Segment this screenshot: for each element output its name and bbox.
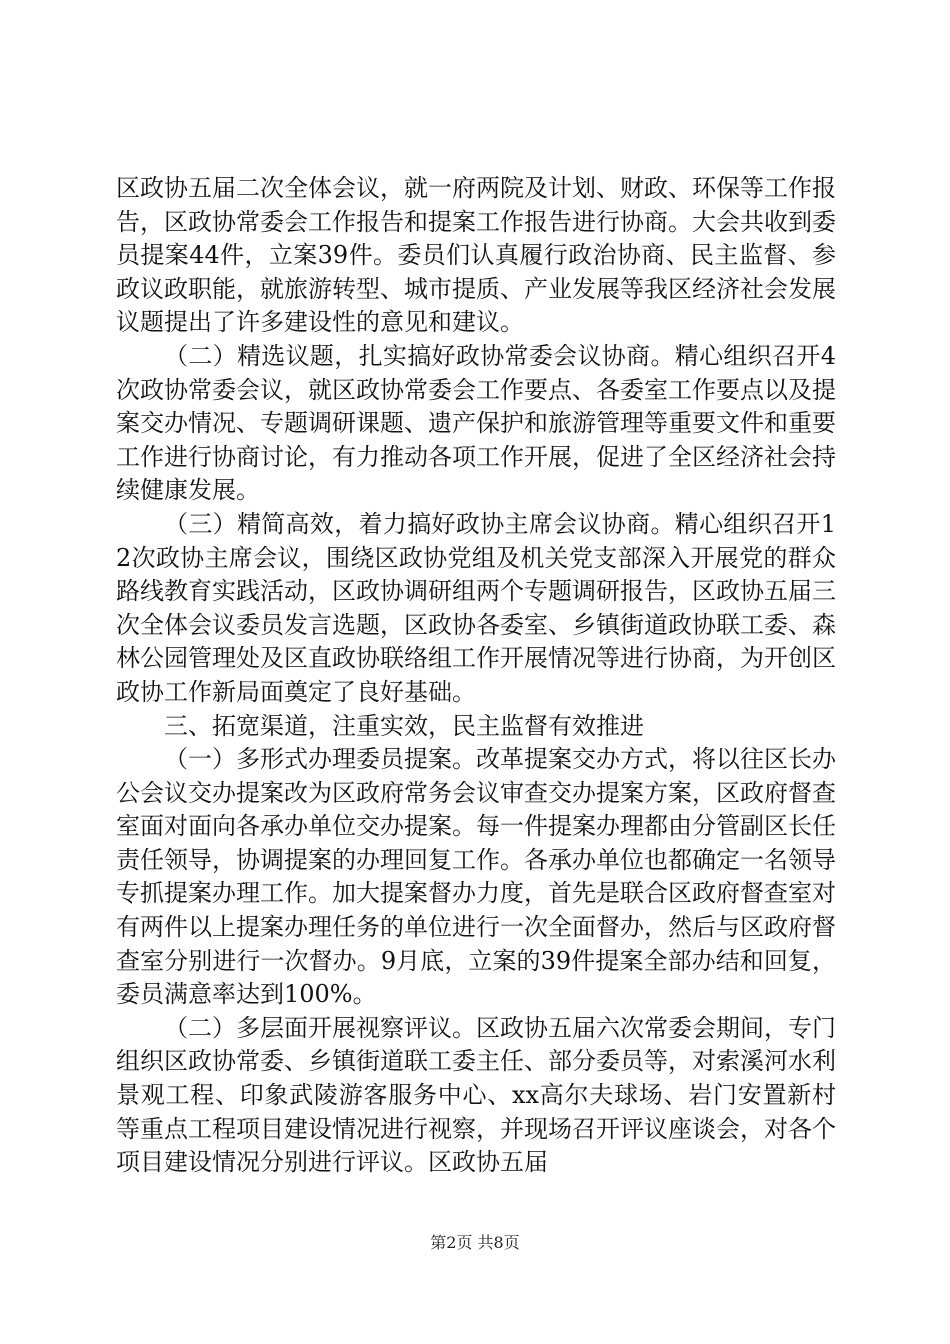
document-body <box>116 172 836 1180</box>
paragraph-continuation: 区政协五届二次全体会议，就一府两院及计划、财政、环保等工作报告，区政协常委会工作报告和提案工作报告进行协商。大会共收到委员提案44件，立案39件。委员们认真履行政治协商、民主监督、参政议政职能，就旅游转型、城市提质、产业发展等我区经济社会发展议题提出了许多建设性的意见和建议。 <box>116 174 836 337</box>
paragraph-standing-committee: （二）精选议题，扎实搞好政协常委会议协商。精心组织召开4次政协常委会议，就区政协常委会工作要点、各委室工作要点以及提案交办情况、专题调研课题、遗产保护和旅游管理等重要文件和重要工作进行协商讨论，有力推动各项工作开展，促进了全区经济社会持续健康发展。 <box>116 341 836 505</box>
page-number-footer: 第2页 共8页 <box>430 1233 520 1252</box>
paragraph-chairman-meeting: （三）精简高效，着力搞好政协主席会议协商。精心组织召开12次政协主席会议，围绕区政协党组及机关党支部深入开展党的群众路线教育实践活动，区政协调研组两个专题调研报告，区政协五届三次全体会议委员发言选题，区政协各委室、乡镇街道政协联工委、森林公园管理处及区直政协联络组工作开展情况等进行协商，为开创区政协工作新局面奠定了良好基础。 <box>116 509 836 706</box>
section-heading-three: 三、拓宽渠道，注重实效，民主监督有效推进 <box>164 711 644 740</box>
paragraph-inspection: （二）多层面开展视察评议。区政协五届六次常委会期间，专门组织区政协常委、乡镇街道联工委主任、部分委员等，对索溪河水利景观工程、印象武陵游客服务中心、xx高尔夫球场、岩门安置新村等重点工程项目建设情况进行视察，并现场召开评议座谈会，对各个项目建设情况分别进行评议。区政协五届 <box>116 1013 836 1177</box>
paragraph-proposals: （一）多形式办理委员提案。改革提案交办方式，将以往区长办公会议交办提案改为区政府常务会议审查交办提案方案，区政府督查室面对面向各承办单位交办提案。每一件提案办理都由分管副区长任责任领导，协调提案的办理回复工作。各承办单位也都确定一名领导专抓提案办理工作。加大提案督办力度，首先是联合区政府督查室对有两件以上提案办理任务的单位进行一次全面督办，然后与区政府督查室分别进行一次督办。9月底，立案的39件提案全部办结和回复，委员满意率达到100%。 <box>116 745 836 1009</box>
